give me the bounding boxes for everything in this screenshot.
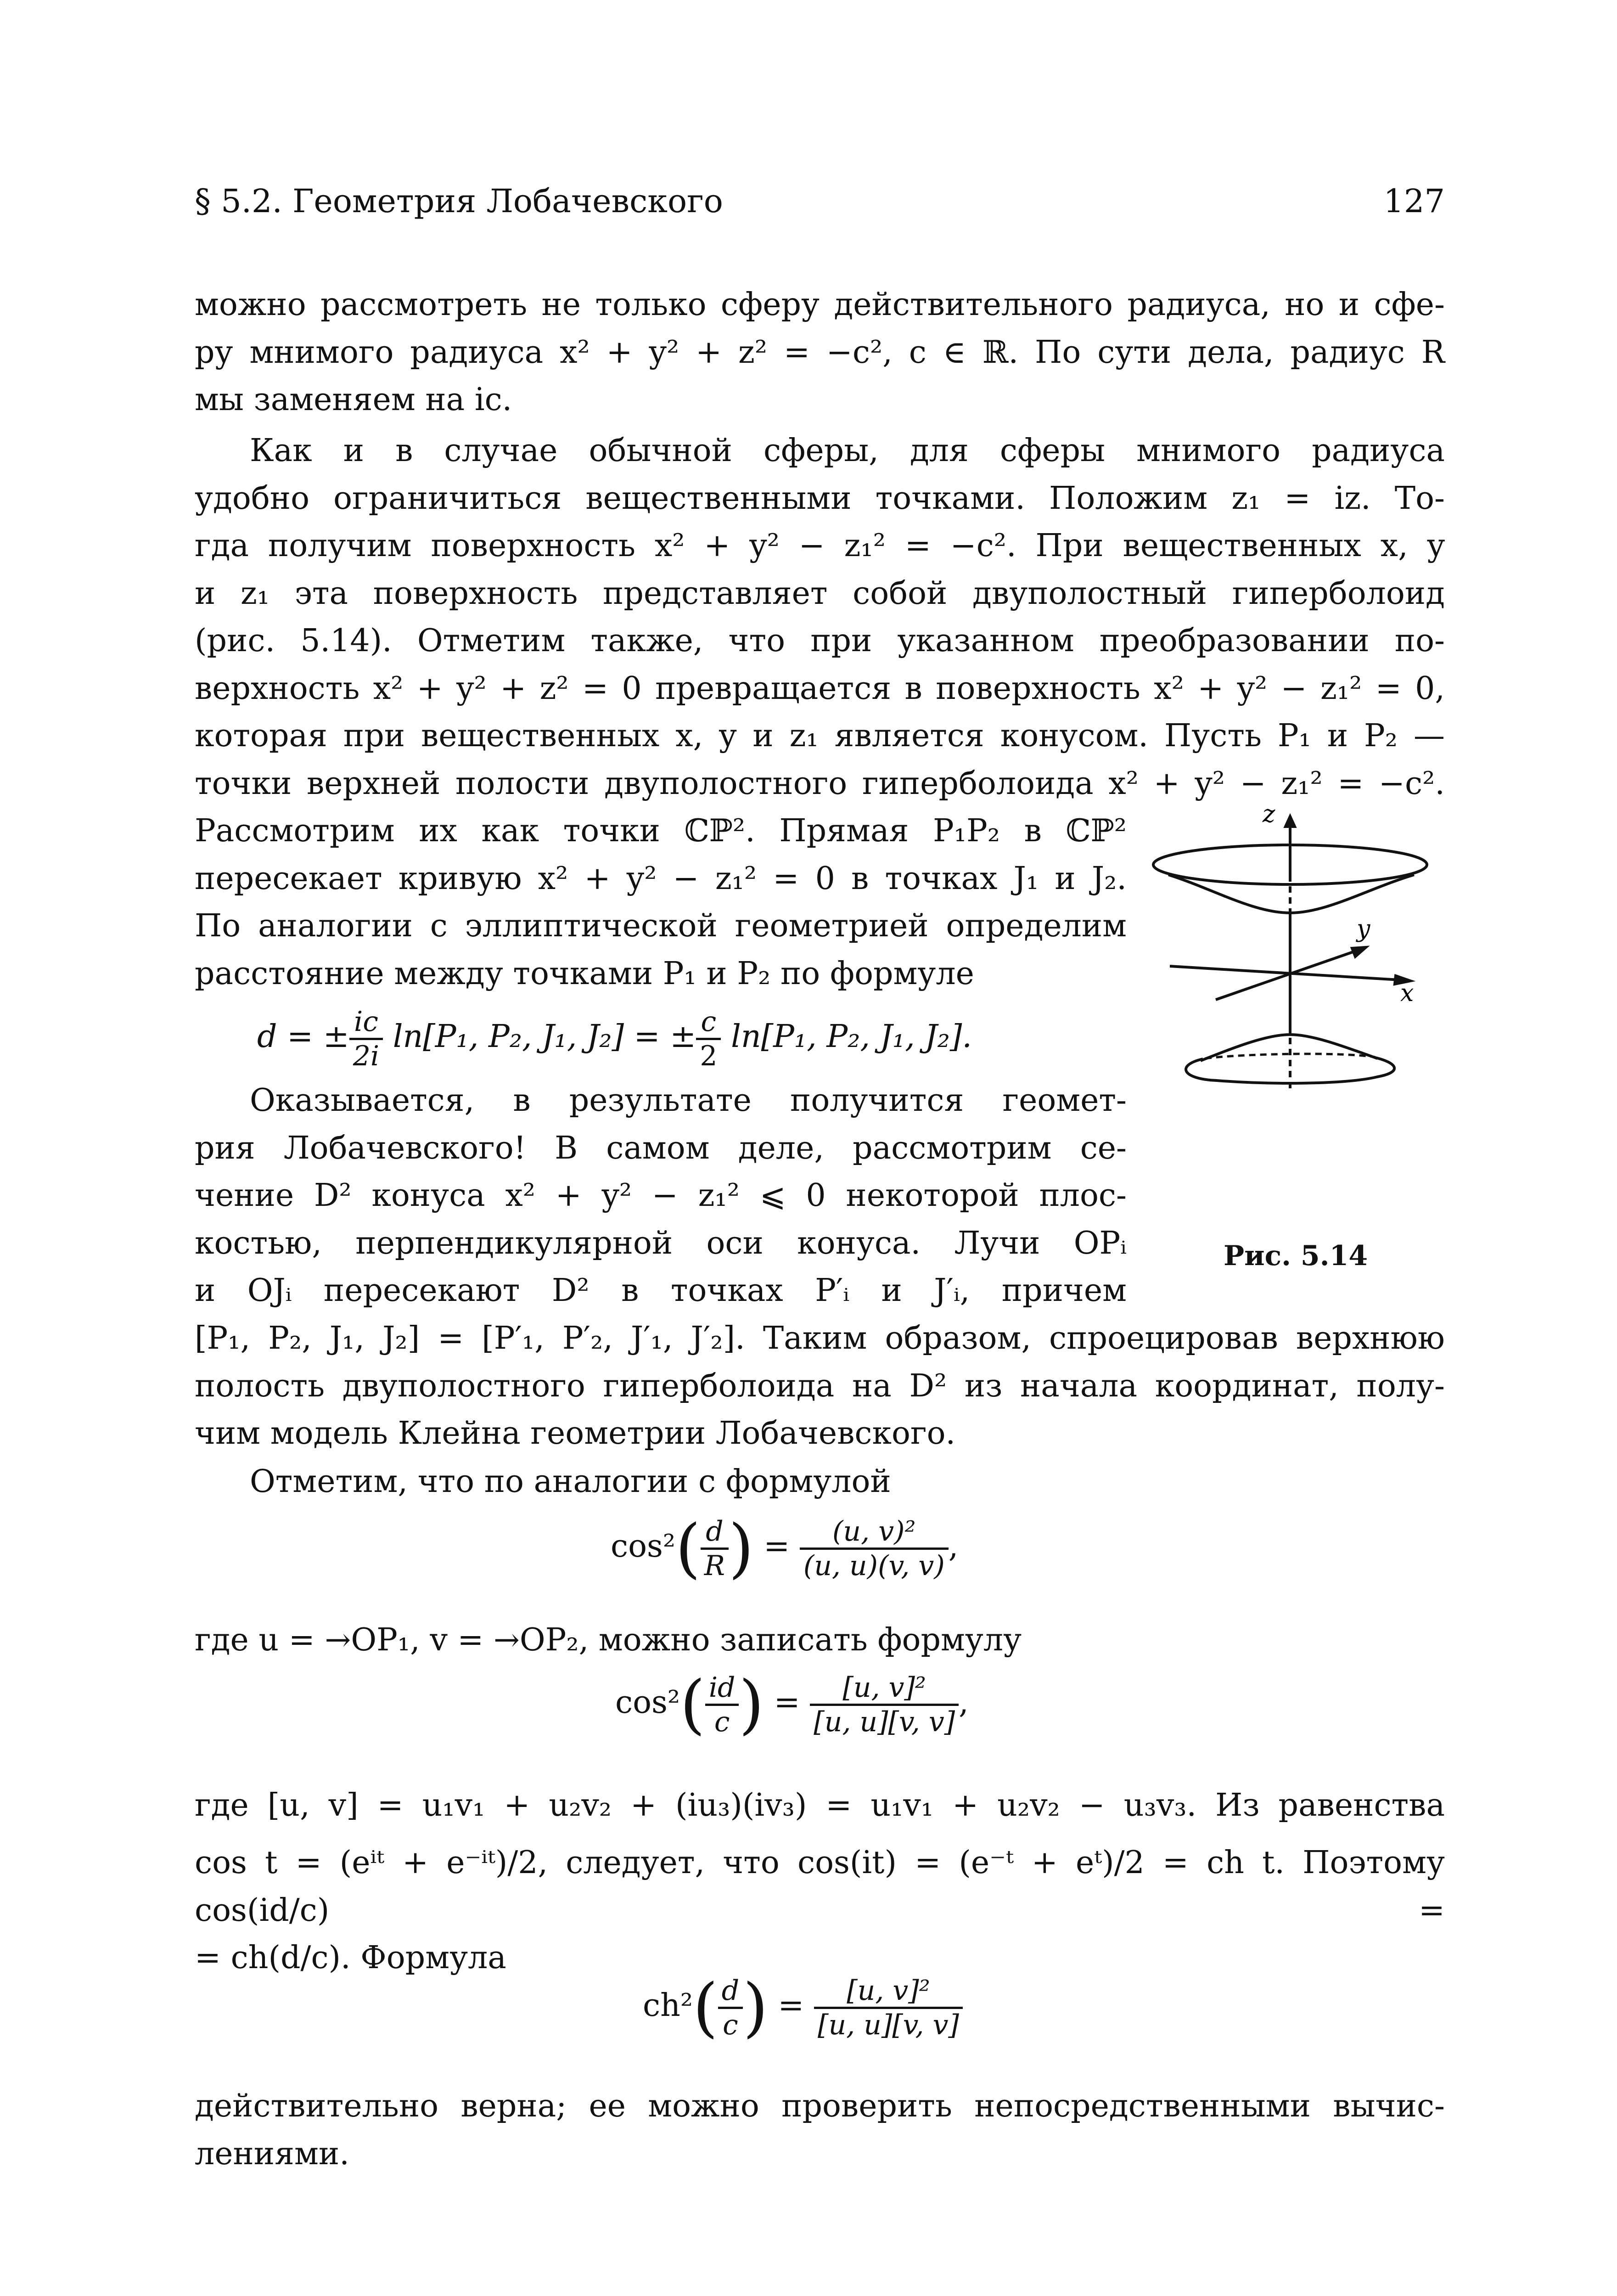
text-line: (рис. 5.14). Отметим также, что при указанном преобразовании по-	[195, 623, 1445, 659]
text-line: Отметим, что по аналогии с формулой	[250, 1463, 891, 1500]
axis-label-z: z	[1263, 804, 1275, 828]
eq-text: ln[P₁, P₂, J₁, J₂] = ±	[383, 1019, 696, 1055]
y-axis-arrowhead	[1352, 947, 1366, 957]
axis-label-x: x	[1400, 979, 1414, 1007]
eq-text: =	[764, 1684, 810, 1721]
eq-text: cos²	[615, 1684, 680, 1721]
text-line: и z₁ эта поверхность представляет собой двуполостный гиперболоид	[195, 575, 1445, 612]
numerator: id	[705, 1671, 739, 1706]
text-line: чение D² конуса x² + y² − z₁² ⩽ 0 некоторой плос-	[195, 1177, 1127, 1214]
denominator: [u, u][v, v]	[814, 1706, 955, 1738]
paragraph-1	[195, 281, 1445, 424]
text-line: Оказывается, в результате получится геомет-	[250, 1082, 1127, 1119]
eq-text: d = ±	[257, 1019, 349, 1055]
right-paren: )	[743, 1970, 768, 2045]
equation-cos-id	[615, 1667, 969, 1742]
text-line: и OJᵢ пересекают D² в точках P′ᵢ и J′ᵢ, причем	[195, 1272, 1127, 1309]
left-paren: (	[680, 1667, 705, 1742]
text-line: [P₁, P₂, J₁, J₂] = [P′₁, P′₂, J′₁, J′₂]. Таким образом, спроецировав верхнюю	[195, 1320, 1445, 1356]
text-line: полость двуполостного гиперболоида на D² из начала координат, полу-	[195, 1367, 1445, 1404]
text-line: действительно верна; ее можно проверить непосредственными вычис-	[195, 2088, 1445, 2124]
eq-text: ,	[959, 1684, 969, 1721]
text-line: точки верхней полости двуполостного гиперболоида x² + y² − z₁² = −c².	[195, 765, 1445, 802]
numerator: c	[696, 1006, 721, 1040]
numerator: [u, v]²	[814, 1975, 963, 2009]
denominator: R	[704, 1550, 725, 1582]
fraction	[705, 1671, 739, 1738]
fraction	[800, 1515, 949, 1582]
eq-text: cos²	[611, 1528, 676, 1564]
paragraph-5	[195, 1616, 1445, 1664]
text-line: Как и в случае обычной сферы, для сферы мнимого радиуса	[250, 433, 1445, 469]
numerator: d	[701, 1515, 729, 1550]
denominator: 2i	[353, 1040, 380, 1072]
equation-ch-squared	[643, 1970, 963, 2045]
text-line: костью, перпендикулярной оси конуса. Лучи OPᵢ	[195, 1225, 1127, 1261]
numerator: [u, v]²	[810, 1671, 959, 1706]
denominator: 2	[700, 1040, 718, 1072]
axis-label-y: y	[1357, 915, 1370, 943]
numerator: d	[718, 1975, 743, 2009]
text-line: = ch(d/c). Формула	[195, 1940, 506, 1976]
left-paren: (	[693, 1970, 718, 2045]
fraction	[814, 1975, 963, 2041]
fraction	[810, 1671, 959, 1738]
right-paren: )	[739, 1667, 764, 1742]
text-line: чим модель Клейна геометрии Лобачевского.	[195, 1415, 956, 1452]
eq-text: =	[753, 1528, 800, 1564]
denominator: [u, u][v, v]	[818, 2009, 959, 2041]
figure-caption: Рис. 5.14	[1224, 1240, 1368, 1272]
text-line: которая при вещественных x, y и z₁ является конусом. Пусть P₁ и P₂ —	[195, 718, 1445, 754]
text-line: удобно ограничиться вещественными точками. Положим z₁ = iz. То-	[195, 480, 1445, 517]
eq-text: =	[768, 1987, 814, 2024]
denominator: (u, u)(v, v)	[803, 1550, 945, 1582]
paragraph-8	[195, 2082, 1445, 2178]
paragraph-2-continued	[195, 807, 1127, 997]
paragraph-3	[195, 1077, 1127, 1315]
z-axis-arrowhead	[1286, 816, 1295, 827]
section-title: § 5.2. Геометрия Лобачевского	[195, 182, 723, 220]
text-line: пересекает кривую x² + y² − z₁² = 0 в точках J₁ и J₂.	[195, 860, 1127, 897]
text-line: гда получим поверхность x² + y² − z₁² = −c². При вещественных x, y	[195, 528, 1445, 564]
fraction	[696, 1006, 721, 1072]
text-line: рия Лобачевского! В самом деле, рассмотрим се-	[195, 1130, 1127, 1166]
paragraph-6	[195, 1782, 1445, 1829]
equation-cos-squared	[611, 1511, 959, 1586]
paragraph-3-continued	[195, 1315, 1445, 1458]
page-number: 127	[1383, 182, 1445, 220]
text-line: где u = →OP₁, v = →OP₂, можно записать формулу	[195, 1622, 1022, 1658]
paragraph-7	[195, 1839, 1445, 1982]
denominator: c	[714, 1706, 730, 1738]
numerator: ic	[349, 1006, 383, 1040]
text-line: ру мнимого радиуса x² + y² + z² = −c², c ∈ ℝ. По сути дела, радиус R	[195, 334, 1445, 371]
fraction	[349, 1006, 383, 1072]
text-line: cos t = (eⁱᵗ + e⁻ⁱᵗ)/2, следует, что cos(it) = (e⁻ᵗ + eᵗ)/2 = ch t. Поэтому cos(id/c) =	[195, 1845, 1445, 1929]
eq-text: ch²	[643, 1987, 693, 2024]
right-paren: )	[729, 1511, 754, 1586]
text-line: можно рассмотреть не только сферу действительного радиуса, но и сфе-	[195, 287, 1445, 323]
text-line: мы заменяем на ic.	[195, 382, 512, 418]
text-line: лениями.	[195, 2135, 349, 2172]
equation-distance	[257, 1006, 972, 1072]
hyperboloid-figure	[1148, 804, 1515, 1217]
left-paren: (	[675, 1511, 701, 1586]
denominator: c	[723, 2009, 738, 2041]
eq-text: ,	[948, 1528, 959, 1564]
numerator: (u, v)²	[800, 1515, 949, 1550]
text-line: По аналогии с эллиптической геометрией определим	[195, 908, 1127, 944]
paragraph-4	[195, 1458, 1445, 1506]
paragraph-2	[195, 427, 1445, 807]
text-line: где [u, v] = u₁v₁ + u₂v₂ + (iu₃)(iv₃) = u₁v₁ + u₂v₂ − u₃v₃. Из равенства	[195, 1787, 1445, 1823]
fraction	[701, 1515, 729, 1582]
text-line: верхность x² + y² + z² = 0 превращается в поверхность x² + y² − z₁² = 0,	[195, 670, 1445, 707]
eq-text: ln[P₁, P₂, J₁, J₂].	[721, 1019, 972, 1055]
fraction	[718, 1975, 743, 2041]
text-line: расстояние между точками P₁ и P₂ по формуле	[195, 955, 974, 992]
text-line: Рассмотрим их как точки ℂℙ². Прямая P₁P₂ в ℂℙ²	[195, 813, 1127, 849]
